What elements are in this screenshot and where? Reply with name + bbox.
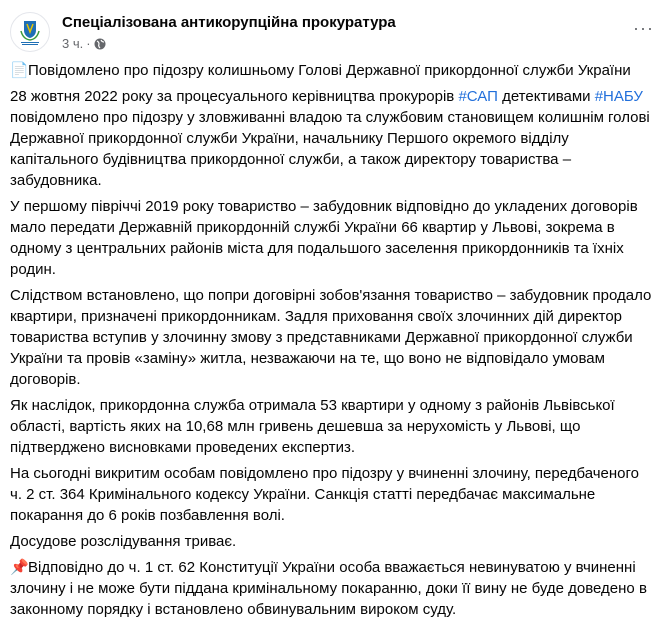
text-line: підтверджено висновками проведених експертиз.	[10, 439, 356, 456]
text-line: родин.	[10, 261, 56, 278]
text-line: Державної прикордонної служби України, начальнику Першого окремого відділу	[10, 130, 569, 147]
text-segment: детективами	[497, 88, 595, 105]
post-meta	[62, 36, 106, 51]
text-segment: Відповідно до ч. 1 ст. 62 Конституції України особа вважається невинуватою у вчиненні	[28, 559, 636, 576]
text-line: області, вартість яких на 10,68 млн гривень дешевша за нерухомість у Львові, що	[10, 418, 581, 435]
text-line: законному порядку і встановлено обвинувальним вироком суду.	[10, 601, 457, 618]
text-line: злочину і не може бути піддана кримінальному покаранню, доки її вину не буде доведено в	[10, 580, 647, 597]
prosecutor-emblem-icon	[11, 13, 49, 51]
paragraph-6	[10, 531, 665, 552]
post-timestamp[interactable]: 3 ч.	[62, 36, 84, 51]
text-line	[10, 557, 665, 578]
text-line: Слідством встановлено, що попри договірні зобов'язання товариство – забудовник продало	[10, 287, 652, 304]
paragraph-5	[10, 463, 665, 526]
text-line: забудовника.	[10, 172, 102, 189]
text-line: України та провів «заміну» житла, незважаючи на те, що воно не відповідало умовам	[10, 350, 605, 367]
text-line: На сьогодні викритим особам повідомлено про підозру у вчиненні злочину, передбаченого	[10, 465, 640, 482]
paragraph-2	[10, 196, 665, 280]
text-line: договорів.	[10, 371, 81, 388]
paragraph-3	[10, 285, 665, 390]
text-line: Досудове розслідування триває.	[10, 533, 237, 550]
text-line: Як наслідок, прикордонна служба отримала 53 квартири у одному з районів Львівської	[10, 397, 615, 414]
text-line: одному з центральних районів міста для подальшого заселення прикордонників та їхніх	[10, 240, 624, 257]
text-line: повідомлено про підозру у зловживанні владою та службовим становищем колишнім голові	[10, 109, 650, 126]
pushpin-emoji-icon: 📌	[10, 559, 29, 576]
text-line: квартири, призначені прикордонникам. Задля приховання своїх злочинних дій директор	[10, 308, 623, 325]
hashtag-sap-link[interactable]: #САП	[458, 88, 498, 105]
text-line: У першому півріччі 2019 року товариство – забудовник відповідно до укладених договорів	[10, 198, 638, 215]
text-line: товариства вступив у злочинну змову з представниками Державної прикордонної служби	[10, 329, 633, 346]
text-line	[10, 86, 665, 107]
page-name-link[interactable]: Спеціалізована антикорупційна прокуратура	[62, 14, 396, 31]
page-avatar[interactable]	[10, 12, 50, 52]
hashtag-nabu-link[interactable]: #НАБУ	[594, 88, 643, 105]
meta-separator: ·	[86, 36, 91, 51]
text-line: капітального будівництва прикордонної служби, а також директору товариства –	[10, 151, 572, 168]
text-line: мало передати Державній прикордонній службі України 66 квартир у Львові, зокрема в	[10, 219, 615, 236]
post-title	[10, 60, 665, 81]
post-title-text: Повідомлено про підозру колишньому Голові Державної прикордонної служби України	[28, 62, 631, 79]
document-emoji-icon: 📄	[10, 62, 29, 79]
paragraph-1	[10, 86, 665, 191]
text-segment: 28 жовтня 2022 року за процесуального керівництва прокурорів	[10, 88, 459, 105]
paragraph-4	[10, 395, 665, 458]
post-body	[10, 60, 665, 625]
more-options-button[interactable]: ···	[633, 18, 654, 38]
globe-icon	[94, 38, 106, 50]
text-line: ч. 2 ст. 364 Кримінального кодексу України. Санкція статті передбачає максимальне	[10, 486, 596, 503]
post-header	[10, 12, 660, 56]
paragraph-7	[10, 557, 665, 620]
text-line: покарання до 6 років позбавлення волі.	[10, 507, 285, 524]
